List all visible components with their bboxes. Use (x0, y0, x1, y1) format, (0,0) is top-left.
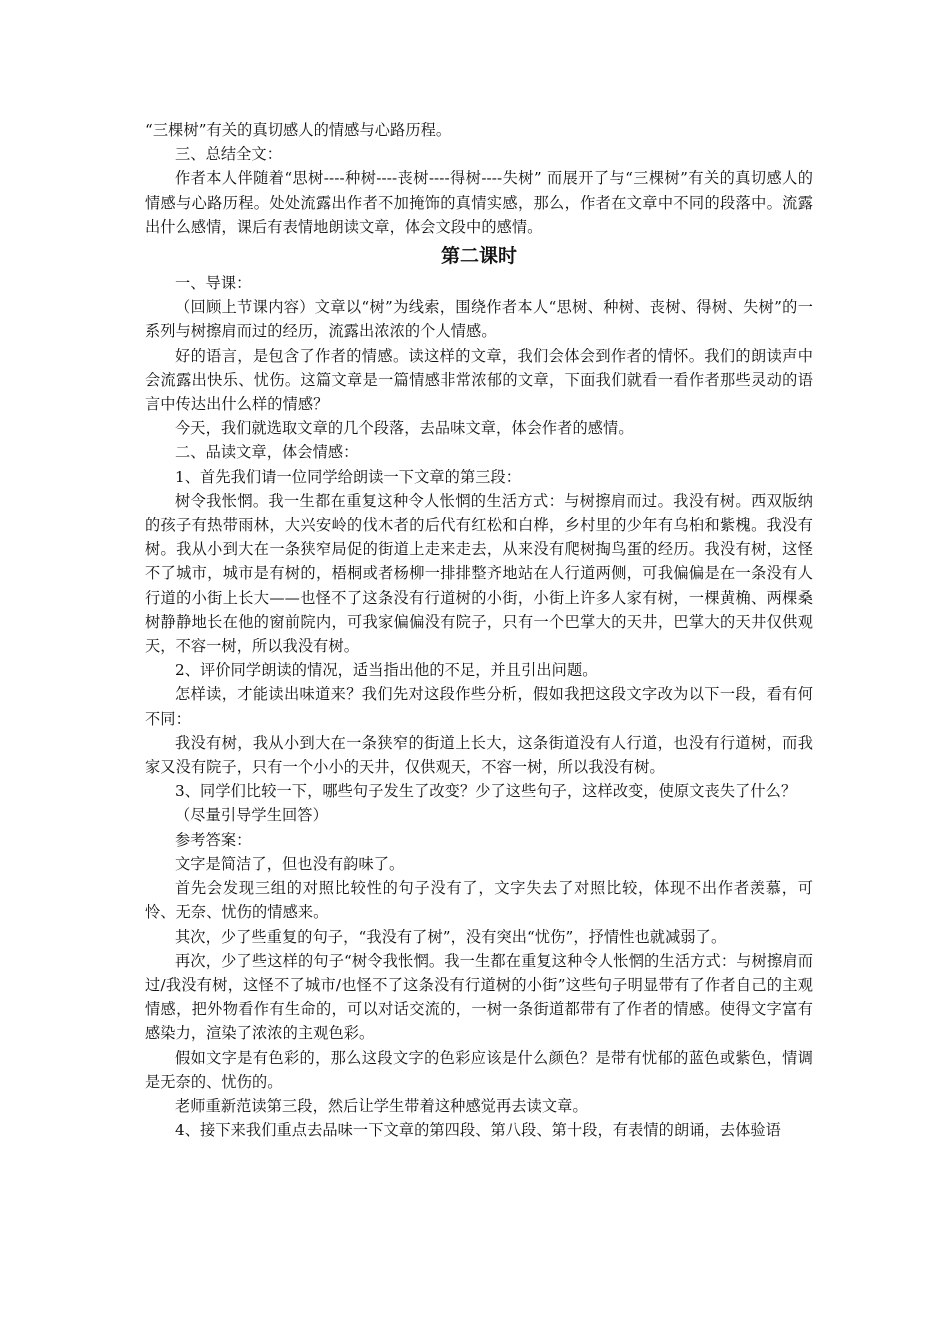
paragraph: 怎样读，才能读出味道来？我们先对这段作些分析，假如我把这段文字改为以下一段，看有何不同： (145, 685, 813, 728)
summary-heading: 三、总结全文： (175, 145, 283, 164)
paragraph: 假如文字是有色彩的，那么这段文字的色彩应该是什么颜色？是带有忧郁的蓝色或紫色，情调是无奈的、忧伤的。 (145, 1048, 813, 1091)
paragraph: 1、首先我们请一位同学给朗读一下文章的第三段： (175, 467, 522, 486)
reading-heading: 二、品读文章，体会情感： (175, 443, 359, 462)
paragraph: 4、接下来我们重点去品味一下文章的第四段、第八段、第十段，有表情的朗诵，去体验语 (175, 1121, 781, 1140)
paragraph: 再次，少了些这样的句子“树令我怅惘。我一生都在重复这种令人怅惘的生活方式：与树擦肩而过/我没有树，这怪不了城市/也怪不了这条没有行道树的小街”这些句子明显带有了作者自己的主观情感，把外物看作有生命的，可以对话交流的，一树一条街道都带有了作者的情感。使得文字富有感染力，渲染了浓浓的主观色彩。 (145, 951, 813, 1043)
answer-heading: 参考答案： (175, 830, 252, 849)
paragraph: 今天，我们就选取文章的几个段落，去品味文章，体会作者的感情。 (175, 419, 634, 438)
rewritten-passage: 我没有树，我从小到大在一条狭窄的街道上长大，这条街道没有人行道，也没有行道树，而我家又没有院子，只有一个小小的天井，仅供观天，不容一树，所以我没有树。 (145, 733, 813, 777)
section-title: 第二课时 (440, 245, 517, 268)
intro-heading: 一、导课： (175, 274, 252, 293)
paragraph: （回顾上节课内容）文章以“树”为线索，围绕作者本人“思树、种树、丧树、得树、失树”的一系列与树擦肩而过的经历，流露出浓浓的个人情感。 (145, 298, 813, 341)
paragraph: 2、评价同学朗读的情况，适当指出他的不足，并且引出问题。 (175, 661, 598, 680)
paragraph: 老师重新范读第三段，然后让学生带着这种感觉再去读文章。 (175, 1096, 588, 1115)
paragraph: 文字是简洁了，但也没有韵味了。 (175, 854, 405, 873)
paragraph: 好的语言，是包含了作者的情感。读这样的文章，我们会体会到作者的情怀。我们的朗读声中会流露出快乐、忧伤。这篇文章是一篇情感非常浓郁的文章，下面我们就看一看作者那些灵动的语言中传达出什么样的情感？ (145, 346, 813, 414)
document-page (145, 118, 813, 1142)
quoted-passage: 树令我怅惘。我一生都在重复这种令人怅惘的生活方式：与树擦肩而过。我没有树。西双版纳的孩子有热带雨林，大兴安岭的伐木者的后代有红松和白桦，乡村里的少年有乌桕和紫槐。我没有树。我从小到大在一条狭窄局促的街道上走来走去，从来没有爬树掏鸟蛋的经历。我没有树，这怪不了城市，城市是有树的，梧桐或者杨柳一排排整齐地站在人行道两侧，可我偏偏是在一条没有人行道的小街上长大——也怪不了这条没有行道树的小街，小街上许多人家有树，一棵黄桷、两棵桑树静静地长在他的窗前院内，可我家偏偏没有院子，只有一个巴掌大的天井，巴掌大的天井仅供观天，不容一树，所以我没有树。 (145, 491, 813, 656)
paragraph: 首先会发现三组的对照比较性的句子没有了，文字失去了对照比较，体现不出作者羡慕，可怜、无奈、忧伤的情感来。 (145, 879, 813, 922)
paragraph: 其次，少了些重复的句子，“我没有了树”，没有突出“忧伤”，抒情性也就减弱了。 (175, 927, 727, 946)
paragraph: （尽量引导学生回答） (175, 806, 328, 825)
paragraph: 作者本人伴随着“思树----种树----丧树----得树----失树” 而展开了与“三棵树”有关的真切感人的情感与心路历程。处处流露出作者不加掩饰的真情实感，那么，作者在文章中不同的段落中。流露出什么感情，课后有表情地朗读文章，体会文段中的感情。 (145, 169, 813, 236)
paragraph: 3、同学们比较一下，哪些句子发生了改变？少了这些句子，这样改变，使原文丧失了什么？ (175, 782, 797, 801)
paragraph: “三棵树”有关的真切感人的情感与心路历程。 (145, 121, 452, 139)
